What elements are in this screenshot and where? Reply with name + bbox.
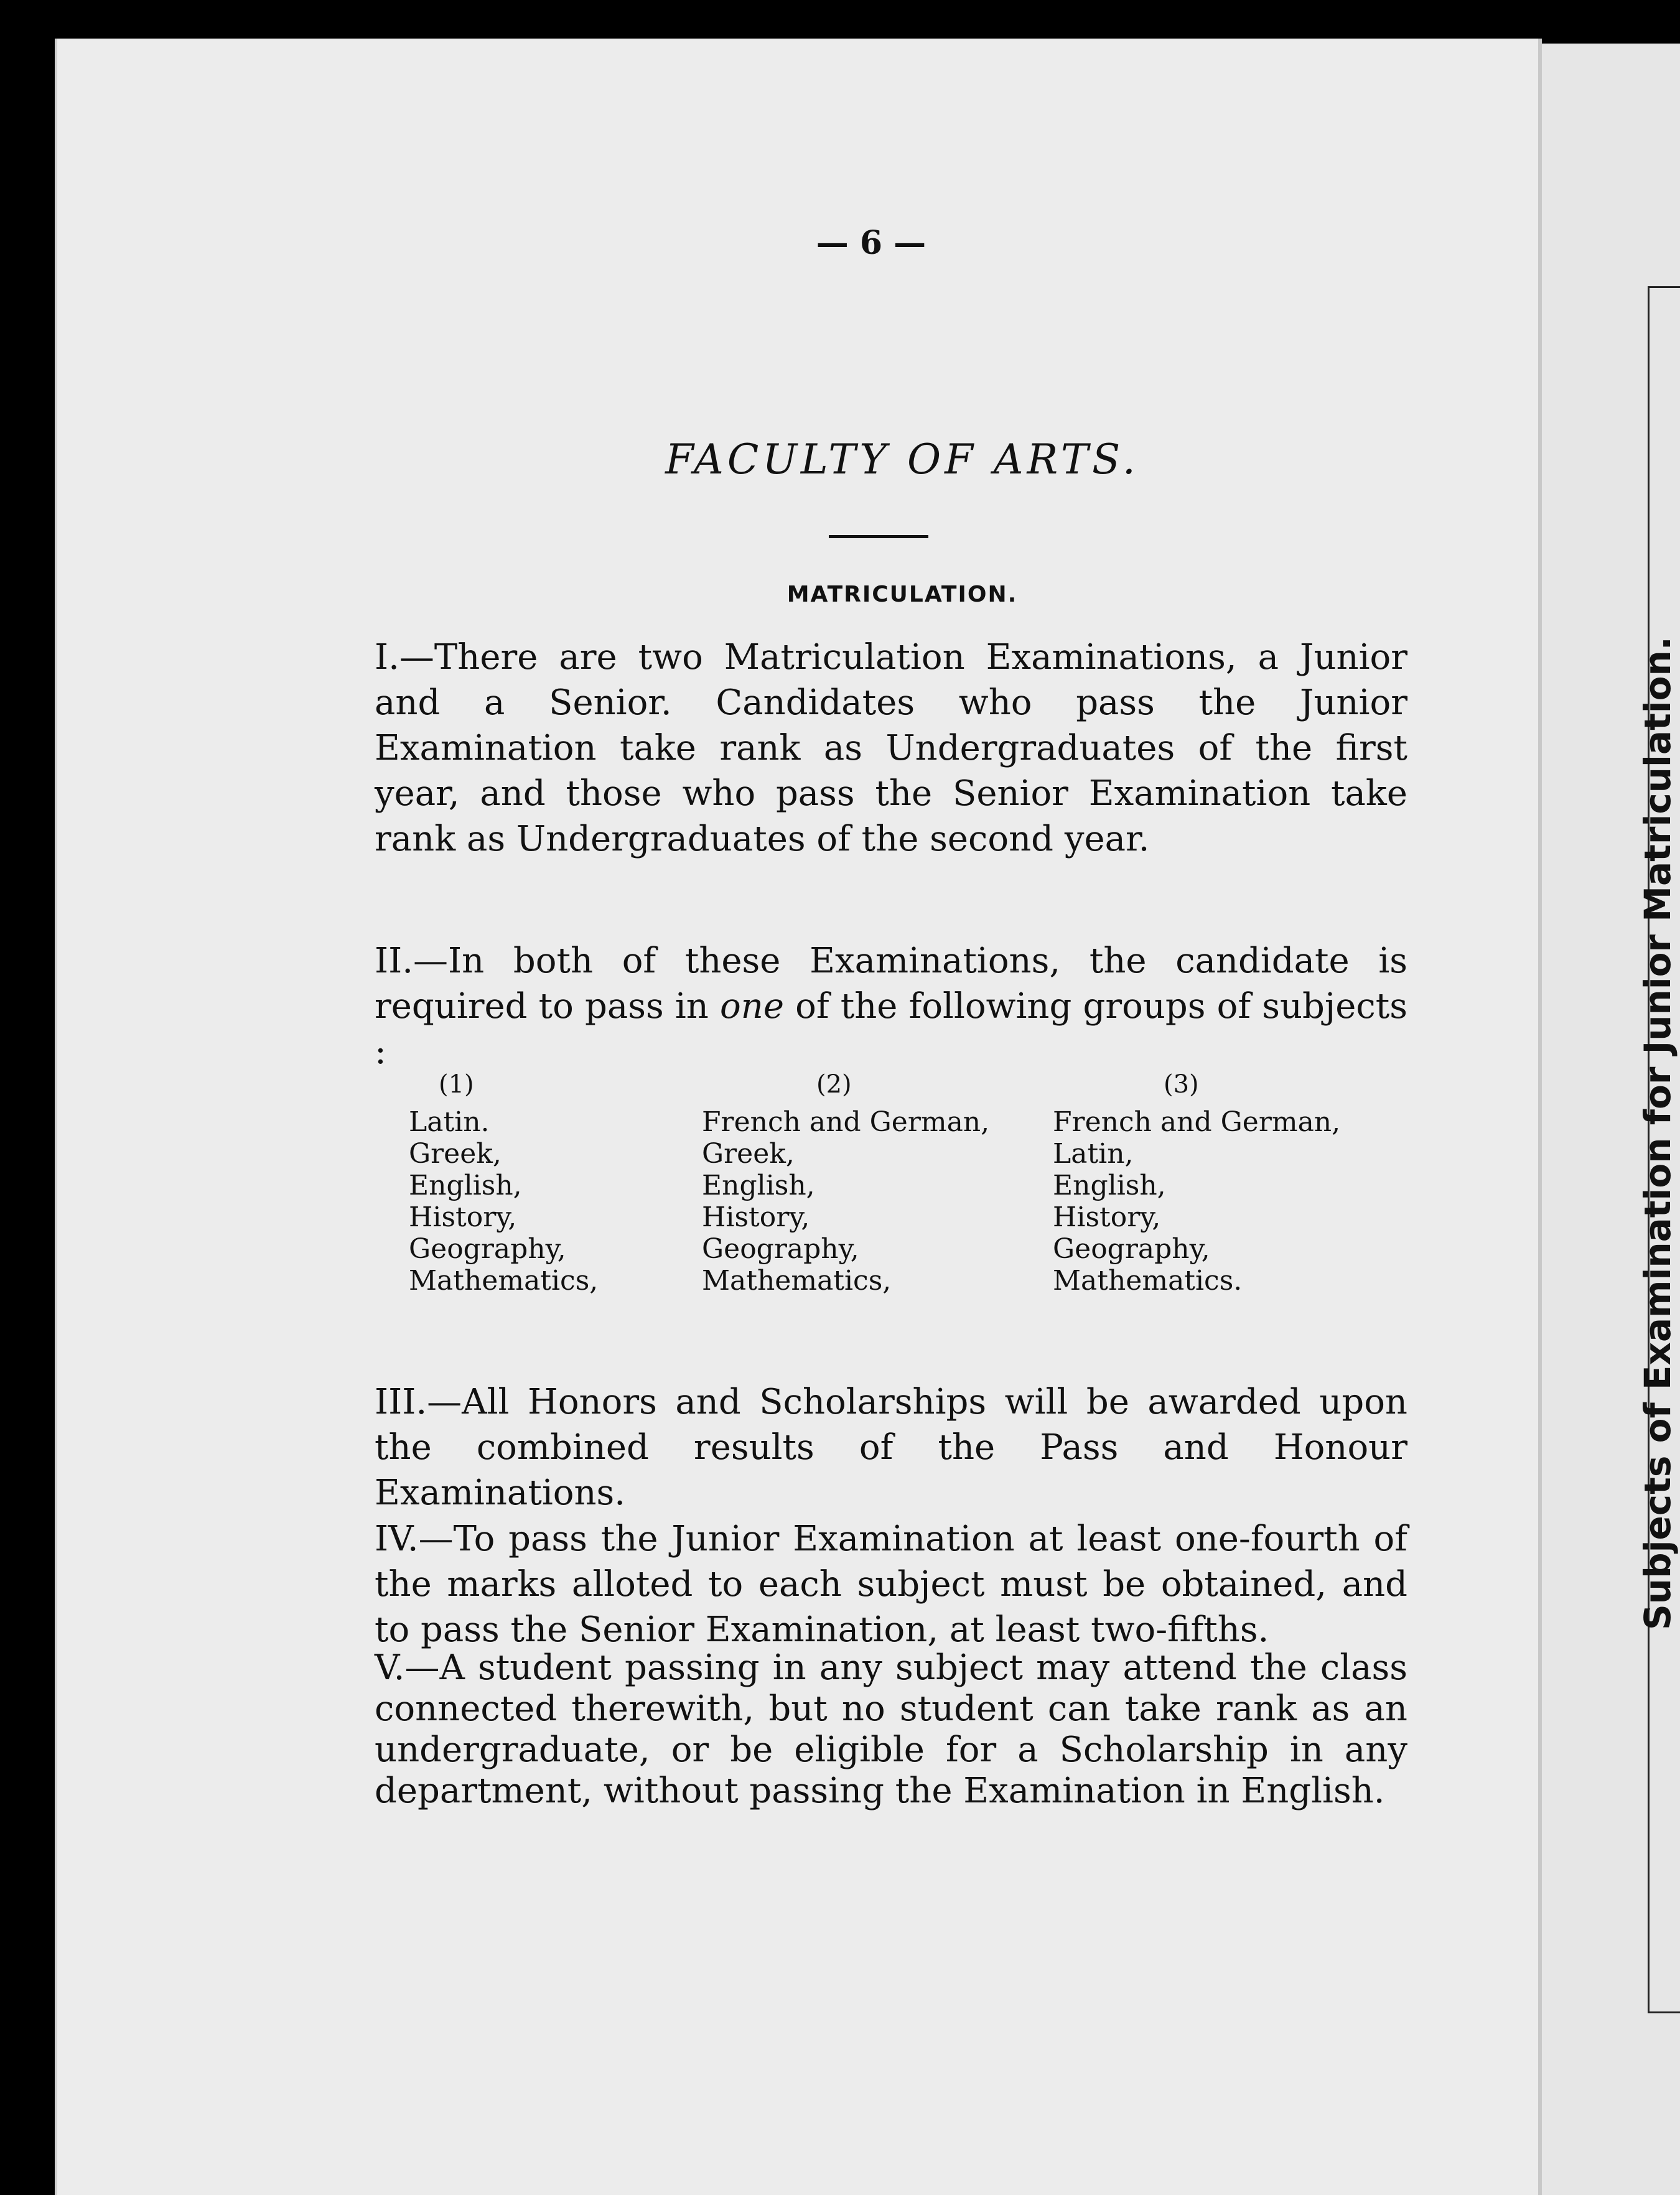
paragraph-2 — [375, 938, 1407, 1074]
paragraph-5: V.—A student passing in any subject may attend the class connected therewith, but no student can take rank as an undergraduate, or be eligible for a Scholarship in any department, without passing the Examination in English. — [375, 1647, 1407, 1811]
group-2-subject: History, — [702, 1201, 810, 1233]
paragraph-4: IV.—To pass the Junior Examination at least one-fourth of the marks alloted to each subject must be obtained, and to pass the Senior Examination, at least two-fifths. — [375, 1519, 1407, 1650]
group-2-subject: Greek, — [702, 1138, 795, 1170]
group-3-subject: Latin, — [1053, 1138, 1134, 1170]
group-3-subject: Geography, — [1053, 1233, 1210, 1265]
page-title: FACULTY OF ARTS. — [665, 436, 1139, 483]
group-2-label: (2) — [816, 1070, 852, 1099]
section-heading: MATRICULATION. — [786, 582, 1018, 607]
group-2-subjects — [702, 1106, 989, 1297]
title-divider — [829, 535, 928, 538]
group-3-subject: French and German, — [1053, 1106, 1341, 1138]
paragraph-2-emphasis: one — [720, 986, 784, 1027]
group-1-subject: Latin. — [409, 1106, 490, 1138]
group-2-subject: Geography, — [702, 1233, 859, 1265]
group-1-subject: Geography, — [409, 1233, 566, 1265]
paragraph-2-text-start: II.—In both of these Examinations, the candidate is required to pass in — [375, 941, 1407, 1027]
paragraph-3: III.—All Honors and Scholarships will be awarded upon the combined results of the Pass and Honour Examinations. — [375, 1382, 1407, 1513]
adjacent-page-heading: Subjects of Examination for Junior Matriculation. — [1636, 636, 1679, 1630]
group-3-subject: History, — [1053, 1201, 1161, 1233]
paragraph-1: I.—There are two Matriculation Examinations, a Junior and a Senior. Candidates who pass the Junior Examination take rank as Undergraduates of the first year, and those who pass the Senior Examination take rank as Undergraduates of the second year. — [375, 637, 1407, 859]
group-3-subject: English, — [1053, 1170, 1166, 1201]
group-3-label: (3) — [1164, 1070, 1199, 1099]
group-2-subject: Mathematics, — [702, 1265, 892, 1297]
page-number: — 6 — — [816, 224, 926, 262]
group-2-subject: French and German, — [702, 1106, 990, 1138]
group-1-subject: Greek, — [409, 1138, 502, 1170]
group-1-subjects — [409, 1106, 598, 1297]
group-1-subject: Mathematics, — [409, 1265, 599, 1297]
group-1-subject: English, — [409, 1170, 522, 1201]
group-3-subjects — [1053, 1106, 1340, 1297]
paragraph-2-text-end: of the following groups of subjects : — [375, 986, 1407, 1072]
group-1-label: (1) — [439, 1070, 474, 1099]
group-2-subject: English, — [702, 1170, 815, 1201]
group-1-subject: History, — [409, 1201, 517, 1233]
group-3-subject: Mathematics. — [1053, 1265, 1243, 1297]
